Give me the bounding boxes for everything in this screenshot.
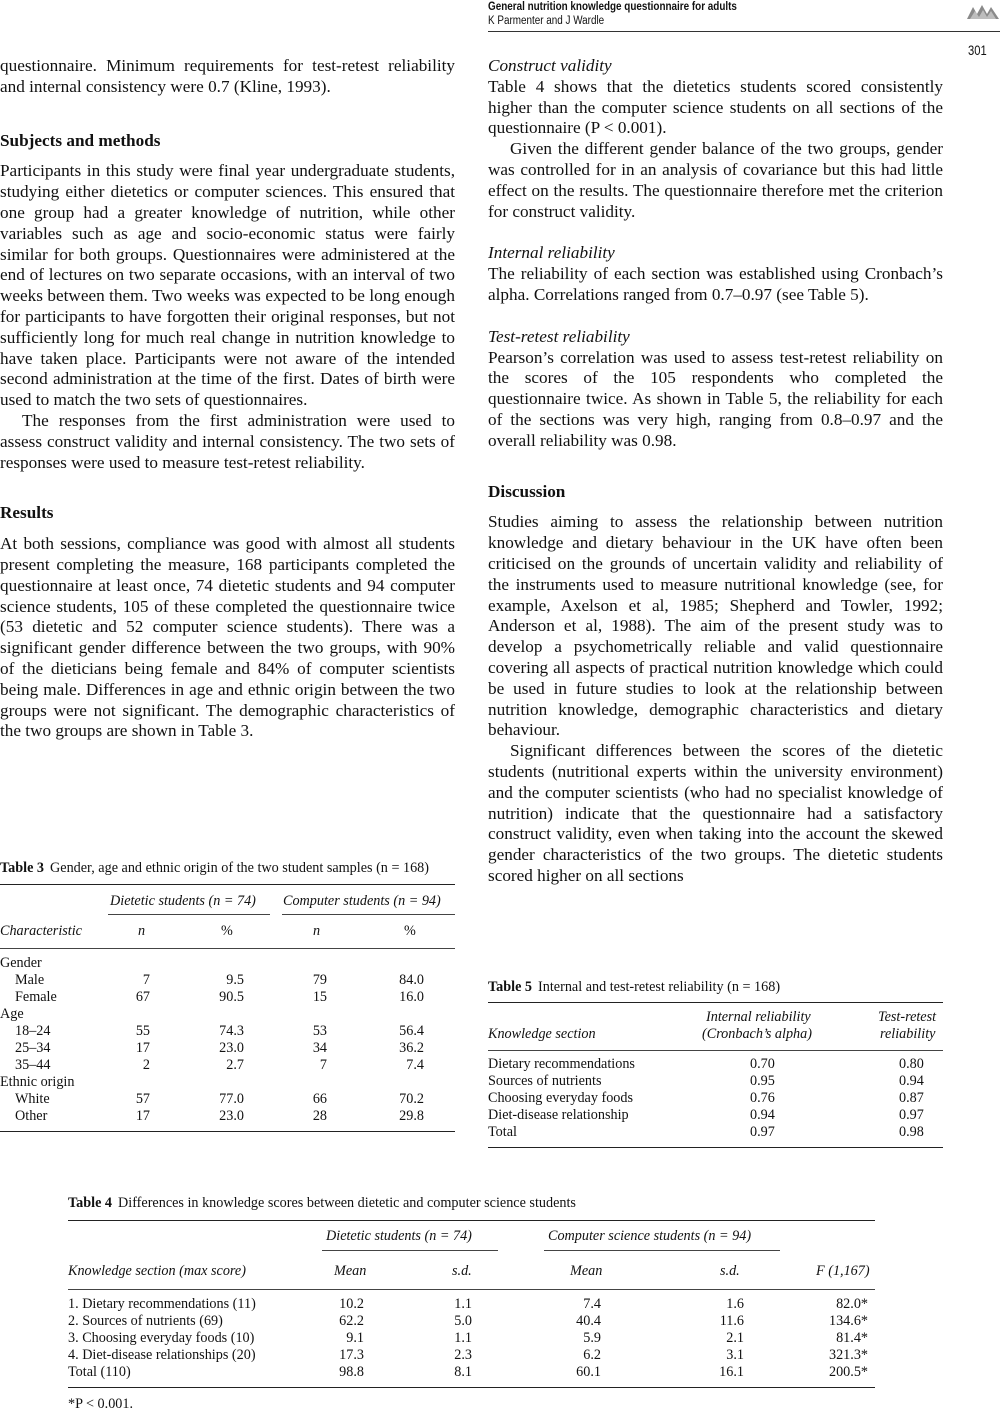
- construct-paragraph-2: Given the different gender balance of the two groups, gender was controlled for in an analysis of covariance but this had little effect on the results. The questionnaire therefore met the criterion for construct validity.: [488, 139, 943, 221]
- table-row: [68, 1296, 875, 1313]
- computer-pct: 36.2: [399, 1040, 424, 1056]
- table-4-col-dietetic-mean: Mean: [334, 1263, 367, 1279]
- table-row: [68, 1330, 875, 1347]
- section-name: 1. Dietary recommendations (11): [68, 1296, 256, 1312]
- dietetic-sd: 2.3: [454, 1347, 472, 1363]
- table-5-caption-text: Internal and test-retest reliability (n = 168): [538, 979, 781, 995]
- dietetic-n: 7: [142, 972, 150, 988]
- table-3-col-dietetic-pct: %: [221, 923, 233, 939]
- dietetic-pct: 77.0: [219, 1091, 244, 1107]
- table-row: [0, 1074, 455, 1091]
- internal-reliability: 0.94: [750, 1107, 775, 1123]
- running-authors: K Parmenter and J Wardle: [488, 15, 605, 27]
- computer-n: 79: [312, 972, 327, 988]
- table-row: [488, 1107, 943, 1124]
- computer-pct: 7.4: [406, 1057, 424, 1073]
- dietetic-pct: 2.7: [226, 1057, 244, 1073]
- table-row: [0, 972, 455, 989]
- table-5-col-section: Knowledge section: [488, 1026, 596, 1042]
- table-3-group-1: Dietetic students (n = 74): [110, 893, 256, 909]
- table-4-caption: [68, 1195, 875, 1212]
- test-retest-reliability: 0.87: [899, 1090, 924, 1106]
- section-name: Diet-disease relationship: [488, 1107, 629, 1123]
- table-3-col-computer-pct: %: [404, 923, 416, 939]
- table-4-caption-text: Differences in knowledge scores between dietetic and computer science students: [118, 1195, 576, 1211]
- section-name: Dietary recommendations: [488, 1056, 635, 1072]
- f-statistic: 81.4*: [836, 1330, 868, 1346]
- table-4-group-1: Dietetic students (n = 74): [326, 1228, 472, 1244]
- table-4-footnote: *P < 0.001.: [68, 1396, 134, 1412]
- computer-sd: 11.6: [719, 1313, 744, 1329]
- table-5-col-retest-line2: reliability: [880, 1026, 936, 1042]
- dietetic-mean: 10.2: [339, 1296, 364, 1312]
- test-retest-reliability: 0.94: [899, 1073, 924, 1089]
- page-number: 301: [968, 42, 987, 58]
- table-row: [0, 1023, 455, 1040]
- table-3-label: Table 3: [0, 860, 45, 876]
- row-label: Male: [15, 972, 45, 988]
- row-label: Age: [0, 1006, 24, 1022]
- table-3-col-computer-n: n: [313, 923, 321, 939]
- table-row: [0, 1108, 455, 1125]
- table-4-col-computer-sd: s.d.: [720, 1263, 740, 1279]
- results-heading: Results: [0, 503, 54, 523]
- dietetic-n: 2: [142, 1057, 150, 1073]
- section-name: 4. Diet-disease relationships (20): [68, 1347, 256, 1363]
- computer-pct: 29.8: [399, 1108, 424, 1124]
- running-header: [488, 0, 956, 28]
- subjects-paragraph-2: The responses from the first administration were used to assess construct validity and internal consistency. The two sets of responses were used to measure test-retest reliability.: [0, 410, 455, 472]
- row-label: Female: [15, 989, 57, 1005]
- retest-paragraph-1: Pearson’s correlation was used to assess test-retest reliability on the scores of the 105 respondents who completed the questionnaire twice. As shown in Table 5, the reliability for each of the sections was very high, ranging from 0.8–0.97 and the overall reliability was 0.98.: [488, 347, 943, 450]
- dietetic-mean: 98.8: [339, 1364, 364, 1380]
- table-row: [488, 1056, 943, 1073]
- subjects-heading: Subjects and methods: [0, 130, 161, 150]
- test-retest-heading: Test-retest reliability: [488, 326, 630, 346]
- table-3-group-2: Computer students (n = 94): [283, 893, 441, 909]
- section-name: Sources of nutrients: [488, 1073, 602, 1089]
- right-column: [488, 56, 943, 887]
- row-label: Other: [15, 1108, 48, 1124]
- discussion-paragraph-2: Significant differences between the scores of the dietetic students (nutritional experts within the university environment) and the computer scientists (who had no specialist knowledge of nutrition) indicate that the questionnaire had a satisfactory construct validity, even when taking into the account the skewed gender characteristics of the two groups. The dietetic students scored higher on all sections: [488, 741, 943, 885]
- running-title: General nutrition knowledge questionnaire for adults: [488, 1, 737, 13]
- header-rule: [488, 31, 1000, 32]
- row-label: White: [15, 1091, 50, 1107]
- left-column: [0, 56, 455, 742]
- table-4-col-section: Knowledge section (max score): [68, 1263, 246, 1279]
- dietetic-pct: 23.0: [219, 1040, 244, 1056]
- f-statistic: 200.5*: [828, 1364, 868, 1380]
- dietetic-n: 17: [135, 1040, 150, 1056]
- table-4-col-dietetic-sd: s.d.: [452, 1263, 472, 1279]
- table-3-body: [0, 955, 455, 1125]
- computer-mean: 7.4: [583, 1296, 601, 1312]
- construct-validity-heading: Construct validity: [488, 56, 612, 75]
- computer-sd: 16.1: [719, 1364, 744, 1380]
- table-3-col-characteristic: Characteristic: [0, 923, 82, 939]
- dietetic-mean: 62.2: [339, 1313, 364, 1329]
- table-row: [0, 1040, 455, 1057]
- computer-sd: 1.6: [726, 1296, 744, 1312]
- table-4-group-2: Computer science students (n = 94): [548, 1228, 752, 1244]
- computer-pct: 16.0: [399, 989, 424, 1005]
- table-row: [0, 1006, 455, 1023]
- computer-n: 7: [319, 1057, 327, 1073]
- computer-n: 28: [312, 1108, 327, 1124]
- table-5-caption: [488, 979, 943, 996]
- table-row: [0, 989, 455, 1006]
- section-name: Total (110): [68, 1364, 131, 1380]
- dietetic-sd: 1.1: [454, 1330, 472, 1346]
- dietetic-n: 17: [135, 1108, 150, 1124]
- table-row: [68, 1313, 875, 1330]
- computer-sd: 3.1: [726, 1347, 744, 1363]
- computer-mean: 6.2: [583, 1347, 601, 1363]
- computer-mean: 40.4: [576, 1313, 601, 1329]
- internal-reliability: 0.76: [750, 1090, 775, 1106]
- table-5-label: Table 5: [488, 979, 533, 995]
- dietetic-sd: 1.1: [454, 1296, 472, 1312]
- computer-n: 66: [312, 1091, 327, 1107]
- table-row: [488, 1073, 943, 1090]
- section-name: 2. Sources of nutrients (69): [68, 1313, 223, 1329]
- internal-reliability: 0.97: [750, 1124, 775, 1140]
- table-3-caption-text: Gender, age and ethnic origin of the two student samples (n = 168): [50, 860, 429, 876]
- dietetic-pct: 9.5: [226, 972, 244, 988]
- dietetic-pct: 90.5: [219, 989, 244, 1005]
- test-retest-reliability: 0.98: [899, 1124, 924, 1140]
- row-label: Gender: [0, 955, 42, 971]
- table-4: [68, 1195, 875, 1413]
- publisher-logo-icon: [966, 2, 1000, 22]
- dietetic-mean: 9.1: [346, 1330, 364, 1346]
- table-4-col-computer-mean: Mean: [570, 1263, 603, 1279]
- table-5: [488, 979, 943, 1148]
- table-row: [0, 1057, 455, 1074]
- computer-pct: 56.4: [399, 1023, 424, 1039]
- table-row: [0, 1091, 455, 1108]
- section-name: Total: [488, 1124, 517, 1140]
- computer-sd: 2.1: [726, 1330, 744, 1346]
- computer-n: 53: [312, 1023, 327, 1039]
- table-4-col-f: F (1,167): [816, 1263, 870, 1279]
- computer-mean: 5.9: [583, 1330, 601, 1346]
- results-paragraph-1: At both sessions, compliance was good with almost all students present completing the measure, 168 participants completed the questionnaire at least once, 74 dietetic students and 94 computer science students, 105 of these completed the questionnaire twice (53 dietetic and 52 computer science students). There was a significant gender difference between the two groups, with 90% of the dieticians being female and 84% of computer scientists being male. Differences in age and ethnic origin between the two groups were not significant. The demographic characteristics of the two groups are shown in Table 3.: [0, 534, 455, 741]
- table-5-col-internal-line2: (Cronbach’s alpha): [702, 1026, 812, 1042]
- internal-reliability: 0.95: [750, 1073, 775, 1089]
- table-row: [0, 955, 455, 972]
- table-3-caption: [0, 860, 455, 877]
- table-4-body: [68, 1296, 875, 1381]
- table-3-col-dietetic-n: n: [138, 923, 146, 939]
- row-label: 18–24: [15, 1023, 51, 1039]
- computer-pct: 84.0: [399, 972, 424, 988]
- table-row: [488, 1124, 943, 1141]
- table-3: [0, 860, 455, 1132]
- subjects-paragraph-1: Participants in this study were final year undergraduate students, studying either dietetics or computer sciences. This ensured that one group had a greater knowledge of nutrition, while other variables such as age and socio-economic status were fairly similar for both groups. Questionnaires were administered at the end of lectures on two separate occasions, with an interval of two weeks between them. Two weeks was expected to be long enough for participants to have forgotten their original responses, but not sufficiently long for much real change in nutrition knowledge to have taken place. Participants were not aware of the intended second administration at the time of the first. Dates of birth were used to match the two sets of questionnaires.: [0, 161, 455, 410]
- f-statistic: 134.6*: [828, 1313, 868, 1329]
- row-label: Ethnic origin: [0, 1074, 75, 1090]
- discussion-paragraph-1: Studies aiming to assess the relationship between nutrition knowledge and dietary behaviour in the UK have often been criticised on the grounds of uncertain validity and reliability of the instruments used to measure nutritional knowledge (see, for example, Axelson et al, 1985; Shepherd and Towler, 1992; Anderson et al, 1988). The aim of the present study was to develop a psychometrically reliable and valid questionnaire covering all aspects of practical nutrition knowledge which could be used in future studies to look at the relationship between nutrition knowledge, demographic characteristics and dietary behaviour.: [488, 512, 943, 740]
- discussion-heading: Discussion: [488, 481, 566, 501]
- dietetic-n: 57: [135, 1091, 150, 1107]
- dietetic-n: 55: [135, 1023, 150, 1039]
- dietetic-pct: 74.3: [219, 1023, 244, 1039]
- section-name: Choosing everyday foods: [488, 1090, 634, 1106]
- computer-mean: 60.1: [576, 1364, 601, 1380]
- computer-n: 15: [312, 989, 327, 1005]
- internal-reliability: 0.70: [750, 1056, 775, 1072]
- row-label: 25–34: [15, 1040, 51, 1056]
- test-retest-reliability: 0.97: [899, 1107, 924, 1123]
- dietetic-n: 67: [135, 989, 150, 1005]
- table-5-body: [488, 1056, 943, 1141]
- table-5-col-internal-line1: Internal reliability: [706, 1009, 811, 1025]
- f-statistic: 82.0*: [836, 1296, 868, 1312]
- internal-paragraph-1: The reliability of each section was established using Cronbach’s alpha. Correlations ranged from 0.7–0.97 (see Table 5).: [488, 264, 943, 304]
- construct-paragraph-1: Table 4 shows that the dietetics students scored consistently higher than the computer science students on all sections of the questionnaire (P < 0.001).: [488, 76, 943, 138]
- dietetic-sd: 5.0: [454, 1313, 472, 1329]
- dietetic-sd: 8.1: [454, 1364, 472, 1380]
- table-row: [68, 1364, 875, 1381]
- table-4-label: Table 4: [68, 1195, 113, 1211]
- dietetic-pct: 23.0: [219, 1108, 244, 1124]
- dietetic-mean: 17.3: [339, 1347, 364, 1363]
- section-name: 3. Choosing everyday foods (10): [68, 1330, 255, 1346]
- test-retest-reliability: 0.80: [899, 1056, 924, 1072]
- table-row: [68, 1347, 875, 1364]
- row-label: 35–44: [15, 1057, 51, 1073]
- computer-pct: 70.2: [399, 1091, 424, 1107]
- f-statistic: 321.3*: [828, 1347, 868, 1363]
- table-5-col-retest-line1: Test-retest: [878, 1009, 937, 1025]
- internal-reliability-heading: Internal reliability: [488, 243, 615, 263]
- computer-n: 34: [312, 1040, 327, 1056]
- table-row: [488, 1090, 943, 1107]
- intro-paragraph: questionnaire. Minimum requirements for test-retest reliability and internal consistency were 0.7 (Kline, 1993).: [0, 56, 455, 96]
